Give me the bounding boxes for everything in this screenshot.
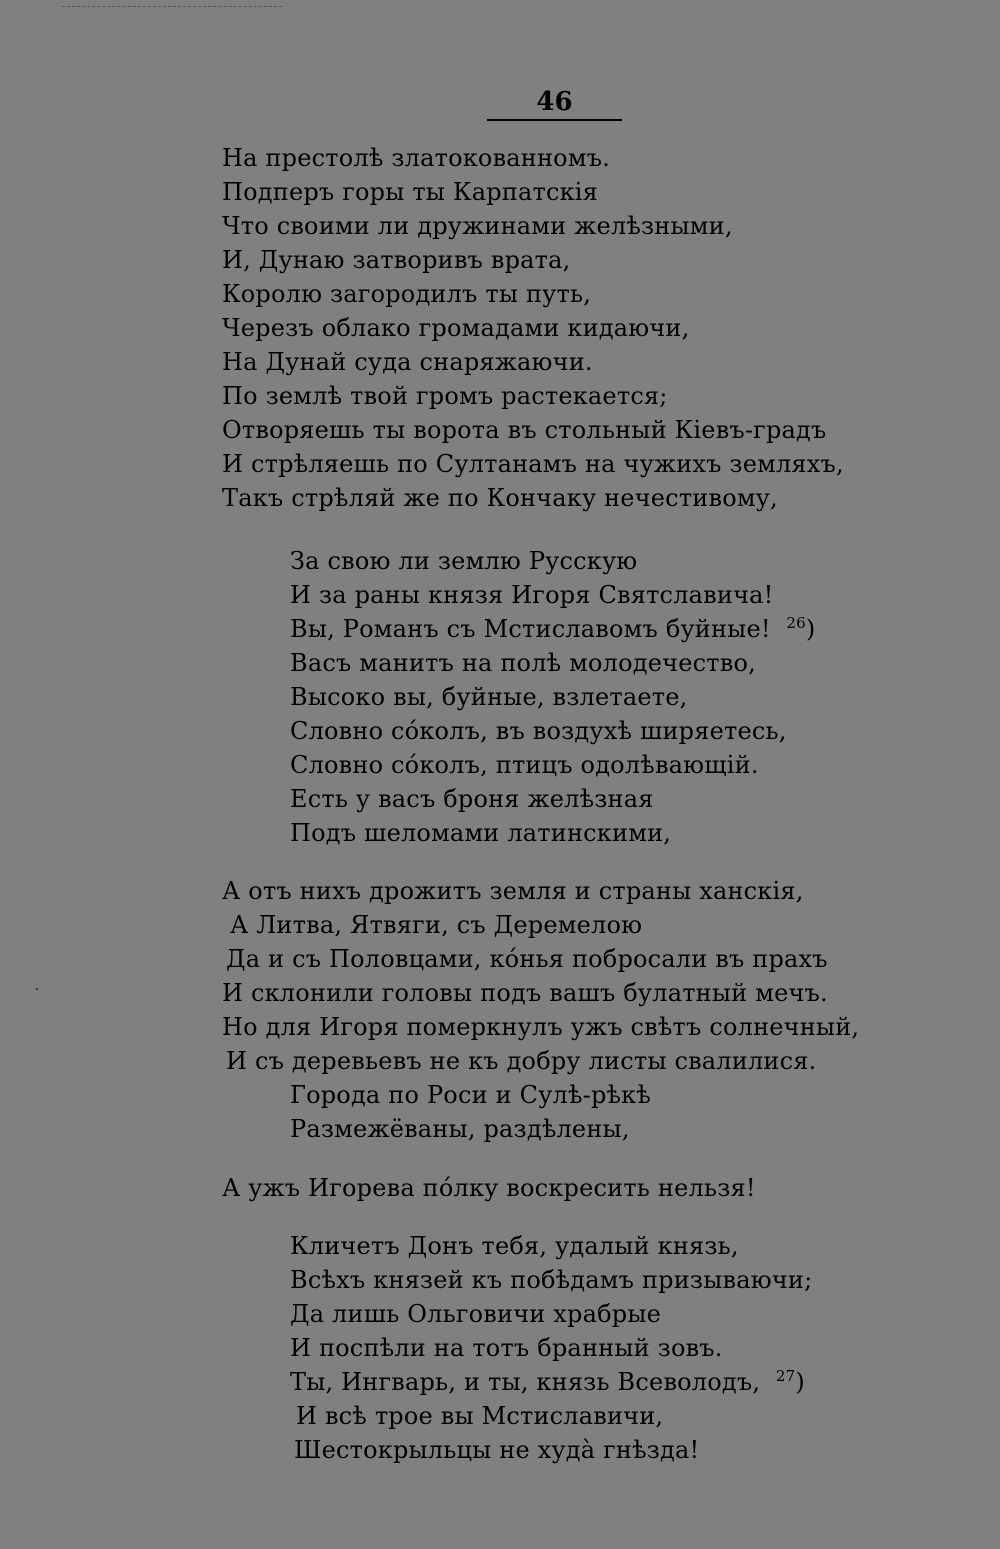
verse-line-with-footnote <box>290 614 815 644</box>
verse-line: И за раны князя Игоря Святславича! <box>290 581 774 609</box>
verse-line: Отворяешь ты ворота въ стольный Кіевъ-градъ <box>222 416 827 444</box>
verse-line: Словно со́колъ, птицъ одолѣвающій. <box>290 751 759 779</box>
verse-line: Васъ манитъ на полѣ молодечество, <box>290 649 756 677</box>
verse-text: Вы, Романъ съ Мстиславомъ буйные! <box>290 615 771 643</box>
verse-line: На престолѣ златокованномъ. <box>222 144 610 172</box>
verse-line: Королю загородилъ ты путь, <box>222 280 592 308</box>
verse-line: Словно со́колъ, въ воздухѣ ширяетесь, <box>290 717 787 745</box>
verse-line: На Дунай суда снаряжаючи. <box>222 348 593 376</box>
verse-line: Что своими ли дружинами желѣзными, <box>222 212 733 240</box>
verse-line: Высоко вы, буйные, взлетаете, <box>290 683 688 711</box>
verse-line: Шестокрыльцы не худа̀ гнѣзда! <box>294 1436 700 1464</box>
verse-line: И стрѣляешь по Султанамъ на чужихъ земляхъ, <box>222 450 844 478</box>
verse-line: Города по Роси и Сулѣ-рѣкѣ <box>290 1081 652 1109</box>
verse-line: За свою ли землю Русскую <box>290 547 638 575</box>
verse-line: Черезъ облако громадами кидаючи, <box>222 314 690 342</box>
verse-line: Подъ шеломами латинскими, <box>290 819 672 847</box>
verse-line: А отъ нихъ дрожитъ земля и страны ханскія, <box>222 877 804 905</box>
verse-line: А ужъ Игорева по́лку воскресить нельзя! <box>222 1174 756 1202</box>
verse-line: А Литва, Ятвяги, съ Деремелою <box>230 911 643 939</box>
verse-line: И съ деревьевъ не къ добру листы свалилися. <box>226 1047 817 1075</box>
verse-line: Кличетъ Донъ тебя, удалый князь, <box>290 1232 739 1260</box>
scan-speck <box>36 988 38 990</box>
verse-line: И, Дунаю затворивъ врата, <box>222 246 571 274</box>
footnote-ref-26: 26 <box>786 614 806 632</box>
scan-artifact <box>62 6 282 9</box>
verse-line: Но для Игоря померкнулъ ужъ свѣтъ солнечный, <box>222 1013 860 1041</box>
footnote-paren: ) <box>795 1368 805 1396</box>
verse-line: Да и съ Половцами, ко́нья побросали въ прахъ <box>226 945 828 973</box>
verse-line: Такъ стрѣляй же по Кончаку нечестивому, <box>222 484 778 512</box>
verse-line: По землѣ твой громъ растекается; <box>222 382 668 410</box>
verse-line: Есть у васъ броня желѣзная <box>290 785 654 813</box>
verse-line: Да лишь Ольговичи храбрые <box>290 1300 662 1328</box>
verse-line: И всѣ трое вы Мстиславичи, <box>296 1402 664 1430</box>
verse-line-with-footnote <box>290 1367 805 1397</box>
verse-line: Размежёваны, раздѣлены, <box>290 1115 630 1143</box>
verse-text: Ты, Ингварь, и ты, князь Всеволодъ, <box>290 1368 761 1396</box>
verse-line: И склонили головы подъ вашъ булатный мечъ. <box>222 979 828 1007</box>
verse-line: Подперъ горы ты Карпатскія <box>222 178 599 206</box>
verse-line: И поспѣли на тотъ бранный зовъ. <box>290 1334 723 1362</box>
footnote-paren: ) <box>805 615 816 643</box>
page-number: 46 <box>487 88 622 121</box>
verse-line: Всѣхъ князей къ побѣдамъ призываючи; <box>290 1266 813 1294</box>
footnote-ref-27: 27 <box>775 1367 796 1385</box>
